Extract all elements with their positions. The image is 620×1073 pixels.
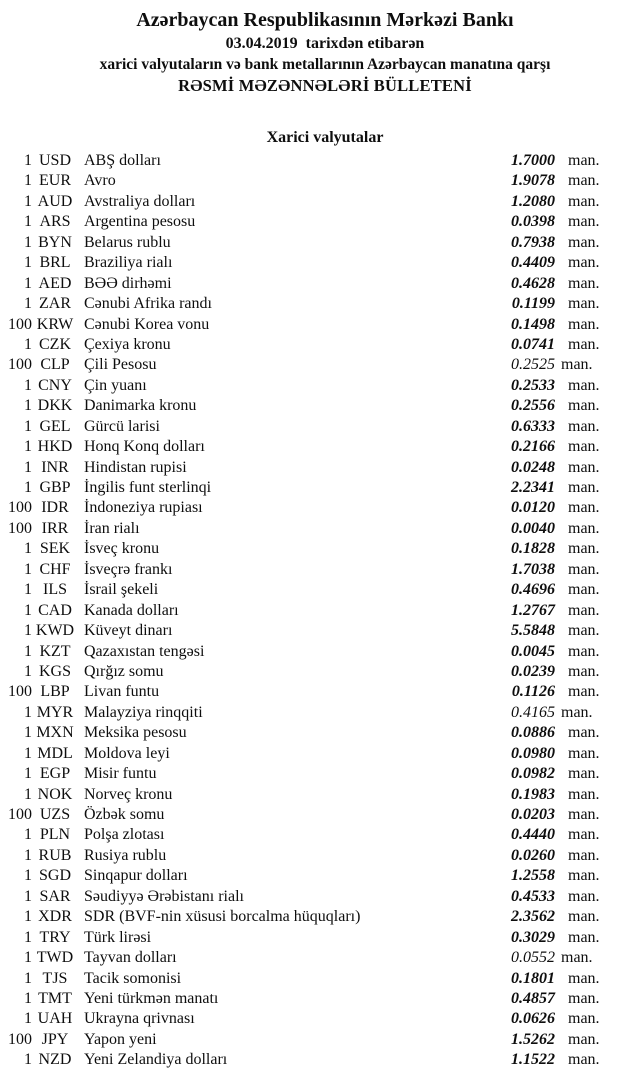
row-rate-value: 0.1801 [511,969,555,987]
row-currency-code: MDL [37,744,73,762]
row-currency-code: SAR [39,887,71,905]
row-currency-code: NOK [37,785,73,803]
row-currency-code: GEL [39,417,71,435]
row-currency-name: Yeni Zelandiya dolları [84,1051,228,1069]
row-quantity: 100 [8,683,32,701]
row-currency-name: ABŞ dolları [84,152,161,169]
row-currency-name: Moldova leyi [84,744,170,762]
row-currency-code: XDR [38,908,72,926]
row-quantity: 1 [24,438,32,456]
row-unit-label: man. [568,1051,600,1069]
row-currency-code: ARS [39,213,71,231]
row-rate-value: 0.0120 [511,499,555,517]
row-quantity: 1 [24,928,32,946]
row-unit-label: man. [568,683,600,701]
row-unit-label: man. [568,417,600,435]
row-quantity: 1 [24,172,32,190]
row-quantity: 1 [24,560,32,578]
row-unit-label: man. [568,274,600,292]
bulletin-title: RƏSMİ MƏZƏNNƏLƏRİ BÜLLETENİ [178,76,472,95]
rate-row [8,1050,610,1070]
row-unit-label: man. [568,479,600,496]
row-currency-code: SEK [39,540,71,558]
rate-row [8,621,610,641]
row-currency-code: AED [38,274,72,292]
row-currency-name: Hindistan rupisi [84,458,187,476]
row-quantity: 1 [24,846,32,864]
row-quantity: 1 [24,376,32,394]
row-currency-code: ZAR [39,295,71,313]
row-unit-label: man. [568,254,600,272]
row-currency-name: SDR (BVF-nin xüsusi borcalma hüquqları) [84,908,361,926]
rate-row [8,785,610,805]
row-quantity: 1 [24,335,32,353]
row-unit-label: man. [568,438,600,456]
row-currency-name: Malayziya rinqqiti [84,703,203,721]
row-currency-code: KRW [36,315,74,333]
row-currency-name: Çexiya kronu [84,335,171,353]
row-currency-code: LBP [40,683,70,701]
row-unit-label: man. [568,233,600,251]
row-currency-name: İsrail şekeli [84,581,159,599]
row-rate-value: 0.4696 [511,581,555,599]
row-unit-label: man. [568,519,600,537]
row-unit-label: man. [568,785,600,803]
rate-row [8,171,610,191]
row-quantity: 1 [24,622,32,640]
rate-row [8,274,610,294]
row-currency-code: JPY [41,1030,69,1048]
row-rate-value: 1.2080 [511,192,555,210]
row-quantity: 1 [24,969,32,987]
row-quantity: 1 [24,601,32,619]
row-rate-value: 0.1199 [511,295,555,313]
row-unit-label: man. [568,499,600,517]
row-currency-name: Misir funtu [84,765,157,783]
row-currency-code: MYR [36,703,74,721]
row-currency-code: TRY [39,928,71,946]
bulletin-subtitle: xarici valyutaların və bank metallarının Azərbaycan manatına qarşı [99,56,551,73]
row-unit-label: man. [568,826,600,844]
row-rate-value: 0.1983 [511,785,555,803]
rates-table [0,151,620,1071]
row-currency-code: EUR [39,172,71,190]
row-currency-code: AUD [37,192,73,210]
rate-row [8,233,610,253]
row-rate-value: 0.1126 [511,683,555,701]
row-currency-name: Meksika pesosu [84,724,187,742]
rate-row [8,417,610,437]
row-rate-value: 2.2341 [511,479,555,496]
row-quantity: 1 [24,458,32,476]
row-unit-label: man. [568,581,600,599]
rate-row [8,723,610,743]
row-rate-value: 0.3029 [511,928,555,946]
row-quantity: 1 [24,989,32,1007]
row-quantity: 1 [24,233,32,251]
row-currency-name: İsveç kronu [84,540,160,558]
row-quantity: 1 [24,152,32,169]
row-currency-code: GBP [39,479,71,496]
rate-row [8,601,610,621]
rate-row [8,355,610,375]
row-quantity: 1 [24,295,32,313]
row-quantity: 100 [8,519,32,537]
row-unit-label: man. [568,376,600,394]
rate-row [8,907,610,927]
rate-row [8,478,610,498]
row-unit-label: man. [568,152,600,169]
rate-row [8,1030,610,1050]
row-unit-label: man. [568,295,600,313]
row-currency-code: CZK [39,335,71,353]
row-rate-value: 0.0248 [511,458,555,476]
row-currency-code: NZD [38,1051,72,1069]
row-quantity: 1 [24,1051,32,1069]
row-rate-value: 1.7038 [511,560,555,578]
row-rate-value: 0.6333 [511,417,555,435]
row-rate-value: 0.2166 [511,438,555,456]
row-rate-value: 0.0260 [511,846,555,864]
row-rate-value: 0.0741 [511,335,555,353]
row-rate-value: 2.3562 [511,908,555,926]
row-currency-name: Argentina pesosu [84,213,196,231]
row-unit-label: man. [568,806,600,823]
rate-row [8,805,610,825]
row-rate-value: 0.2525 [511,356,555,374]
row-quantity: 1 [24,744,32,762]
rate-row [8,825,610,845]
row-currency-code: IRR [41,519,69,537]
row-currency-name: Yapon yeni [84,1030,157,1048]
bulletin-header [0,0,620,97]
row-unit-label: man. [568,887,600,905]
row-currency-name: Cənubi Afrika randı [84,295,212,313]
row-unit-label: man. [568,192,600,210]
row-quantity: 1 [24,949,32,967]
row-currency-name: İsveçrə frankı [84,560,173,578]
row-quantity: 1 [24,213,32,231]
row-quantity: 1 [24,703,32,721]
rate-row [8,437,610,457]
rate-row [8,212,610,232]
rate-row [8,989,610,1009]
row-quantity: 1 [24,254,32,272]
row-unit-label: man. [568,540,600,558]
row-currency-name: Türk lirəsi [84,928,152,946]
row-rate-value: 0.0626 [511,1010,555,1028]
row-currency-code: TJS [42,969,68,987]
row-currency-code: BRL [39,254,71,272]
row-currency-name: Avstraliya dolları [84,192,196,210]
row-rate-value: 0.0886 [511,724,555,742]
row-unit-label: man. [568,1030,600,1048]
row-rate-value: 1.1522 [511,1051,555,1069]
row-rate-value: 0.0982 [511,765,555,783]
rate-row [8,396,610,416]
row-currency-name: İran rialı [84,519,140,537]
rate-row [8,662,610,682]
row-rate-value: 0.4440 [511,826,555,844]
row-currency-code: TMT [38,989,72,1007]
row-currency-name: Braziliya rialı [84,254,173,272]
rate-row [8,744,610,764]
row-rate-value: 0.1498 [511,315,555,333]
row-rate-value: 0.7938 [511,233,555,251]
row-currency-code: UAH [37,1010,73,1028]
row-currency-code: KZT [39,642,71,660]
rate-row [8,866,610,886]
rate-row [8,948,610,968]
row-currency-name: Yeni türkmən manatı [84,989,219,1007]
row-unit-label: man. [561,356,593,374]
row-unit-label: man. [568,846,600,864]
rate-row [8,253,610,273]
row-currency-name: Küveyt dinarı [84,622,173,640]
row-rate-value: 0.0552 [511,949,555,967]
row-rate-value: 1.5262 [511,1030,555,1048]
row-unit-label: man. [568,765,600,783]
effective-date-line: 03.04.2019 tarixdən etibarən [225,35,425,52]
row-rate-value: 0.4409 [511,254,555,272]
row-rate-value: 0.0398 [511,213,555,231]
row-rate-value: 1.2558 [511,867,555,885]
row-unit-label: man. [568,867,600,885]
row-unit-label: man. [568,724,600,742]
row-currency-name: Sinqapur dolları [84,867,188,885]
rate-row [8,928,610,948]
row-currency-name: Polşa zlotası [84,826,165,844]
rate-row [8,682,610,702]
row-unit-label: man. [568,172,600,190]
row-currency-code: KWD [35,622,75,640]
rate-row [8,846,610,866]
row-unit-label: man. [568,397,600,415]
rate-row [8,519,610,539]
row-rate-value: 0.2533 [511,376,555,394]
row-currency-name: Özbək somu [84,806,165,823]
row-quantity: 1 [24,540,32,558]
row-unit-label: man. [568,622,600,640]
rate-row [8,764,610,784]
rate-row [8,1009,610,1029]
row-rate-value: 5.5848 [511,622,555,640]
row-quantity: 1 [24,765,32,783]
row-unit-label: man. [568,335,600,353]
row-currency-name: Avro [84,172,116,190]
row-rate-value: 0.4533 [511,887,555,905]
row-rate-value: 0.1828 [511,540,555,558]
row-rate-value: 0.4628 [511,274,555,292]
row-currency-code: PLN [39,826,71,844]
row-currency-code: EGP [39,765,71,783]
row-quantity: 1 [24,1010,32,1028]
rate-row [8,335,610,355]
row-currency-name: Çili Pesosu [84,356,157,374]
bank-name: Azərbaycan Respublikasının Mərkəzi Bankı [136,9,514,31]
rate-row [8,376,610,396]
row-currency-code: KGS [38,662,71,680]
row-quantity: 100 [8,315,32,333]
row-currency-name: Kanada dolları [84,601,179,619]
row-currency-code: CAD [38,601,72,619]
rate-row [8,580,610,600]
row-currency-code: MXN [36,724,74,742]
rate-row [8,498,610,518]
row-currency-code: DKK [37,397,73,415]
row-currency-name: BƏƏ dirhəmi [84,274,172,292]
row-currency-code: SGD [38,867,71,885]
rate-row [8,969,610,989]
row-quantity: 1 [24,642,32,660]
row-currency-name: İngilis funt sterlinqi [84,479,212,496]
rate-row [8,151,610,171]
row-currency-code: INR [41,458,69,476]
row-unit-label: man. [568,928,600,946]
row-unit-label: man. [568,315,600,333]
rate-row [8,703,610,723]
row-currency-name: Gürcü larisi [84,417,160,435]
row-quantity: 1 [24,867,32,885]
rate-row [8,539,610,559]
row-quantity: 1 [24,662,32,680]
row-unit-label: man. [568,1010,600,1028]
rate-row [8,315,610,335]
row-quantity: 1 [24,274,32,292]
row-rate-value: 0.0239 [511,662,555,680]
row-currency-code: CLP [40,356,70,374]
row-rate-value: 0.2556 [511,397,555,415]
row-currency-name: Honq Konq dolları [84,438,205,456]
row-rate-value: 0.0040 [511,519,555,537]
row-quantity: 1 [24,417,32,435]
row-currency-name: Cənubi Korea vonu [84,315,210,333]
row-quantity: 1 [24,826,32,844]
row-unit-label: man. [568,642,600,660]
row-quantity: 1 [24,724,32,742]
row-quantity: 1 [24,479,32,496]
row-rate-value: 1.2767 [511,601,555,619]
row-currency-code: CHF [39,560,71,578]
row-currency-code: TWD [36,949,74,967]
row-unit-label: man. [568,989,600,1007]
row-rate-value: 0.0045 [511,642,555,660]
row-unit-label: man. [568,662,600,680]
row-quantity: 100 [8,499,32,517]
row-currency-code: CNY [38,376,72,394]
rate-row [8,642,610,662]
row-unit-label: man. [568,458,600,476]
rate-row [8,192,610,212]
row-rate-value: 1.9078 [511,172,555,190]
row-currency-code: IDR [41,499,69,517]
row-rate-value: 0.0203 [511,806,555,823]
row-currency-code: RUB [38,846,72,864]
row-rate-value: 0.4857 [511,989,555,1007]
row-rate-value: 1.7000 [511,152,555,169]
row-quantity: 100 [8,806,32,823]
row-currency-code: ILS [43,581,67,599]
row-unit-label: man. [568,969,600,987]
row-currency-code: HKD [37,438,73,456]
row-currency-name: Qırğız somu [84,662,164,680]
row-quantity: 1 [24,908,32,926]
section-title-foreign-currencies: Xarici valyutalar [266,129,384,146]
row-currency-name: Çin yuanı [84,376,147,394]
row-currency-name: Belarus rublu [84,233,171,251]
row-quantity: 1 [24,785,32,803]
row-unit-label: man. [568,744,600,762]
row-unit-label: man. [568,560,600,578]
row-currency-name: Qazaxıstan tengəsi [84,642,205,660]
row-currency-name: Tacik somonisi [84,969,182,987]
row-quantity: 1 [24,581,32,599]
rate-row [8,887,610,907]
row-currency-name: Rusiya rublu [84,846,167,864]
row-rate-value: 0.4165 [511,703,555,721]
rate-row [8,294,610,314]
rate-row [8,560,610,580]
row-rate-value: 0.0980 [511,744,555,762]
row-currency-name: Ukrayna qrivnası [84,1010,195,1028]
row-quantity: 1 [24,397,32,415]
rate-row [8,458,610,478]
row-unit-label: man. [561,949,593,967]
row-quantity: 1 [24,192,32,210]
row-unit-label: man. [561,703,593,721]
row-currency-name: Danimarka kronu [84,397,197,415]
row-currency-name: İndoneziya rupiası [84,499,203,517]
row-currency-code: UZS [39,806,71,823]
row-unit-label: man. [568,213,600,231]
row-unit-label: man. [568,908,600,926]
row-quantity: 1 [24,887,32,905]
row-currency-name: Norveç kronu [84,785,173,803]
row-currency-name: Tayvan dolları [84,949,177,967]
row-currency-code: USD [38,152,71,169]
row-currency-name: Səudiyyə Ərəbistanı rialı [84,887,244,905]
row-unit-label: man. [568,601,600,619]
row-quantity: 100 [8,1030,32,1048]
row-quantity: 100 [8,356,32,374]
row-currency-code: BYN [38,233,72,251]
row-currency-name: Livan funtu [84,683,160,701]
